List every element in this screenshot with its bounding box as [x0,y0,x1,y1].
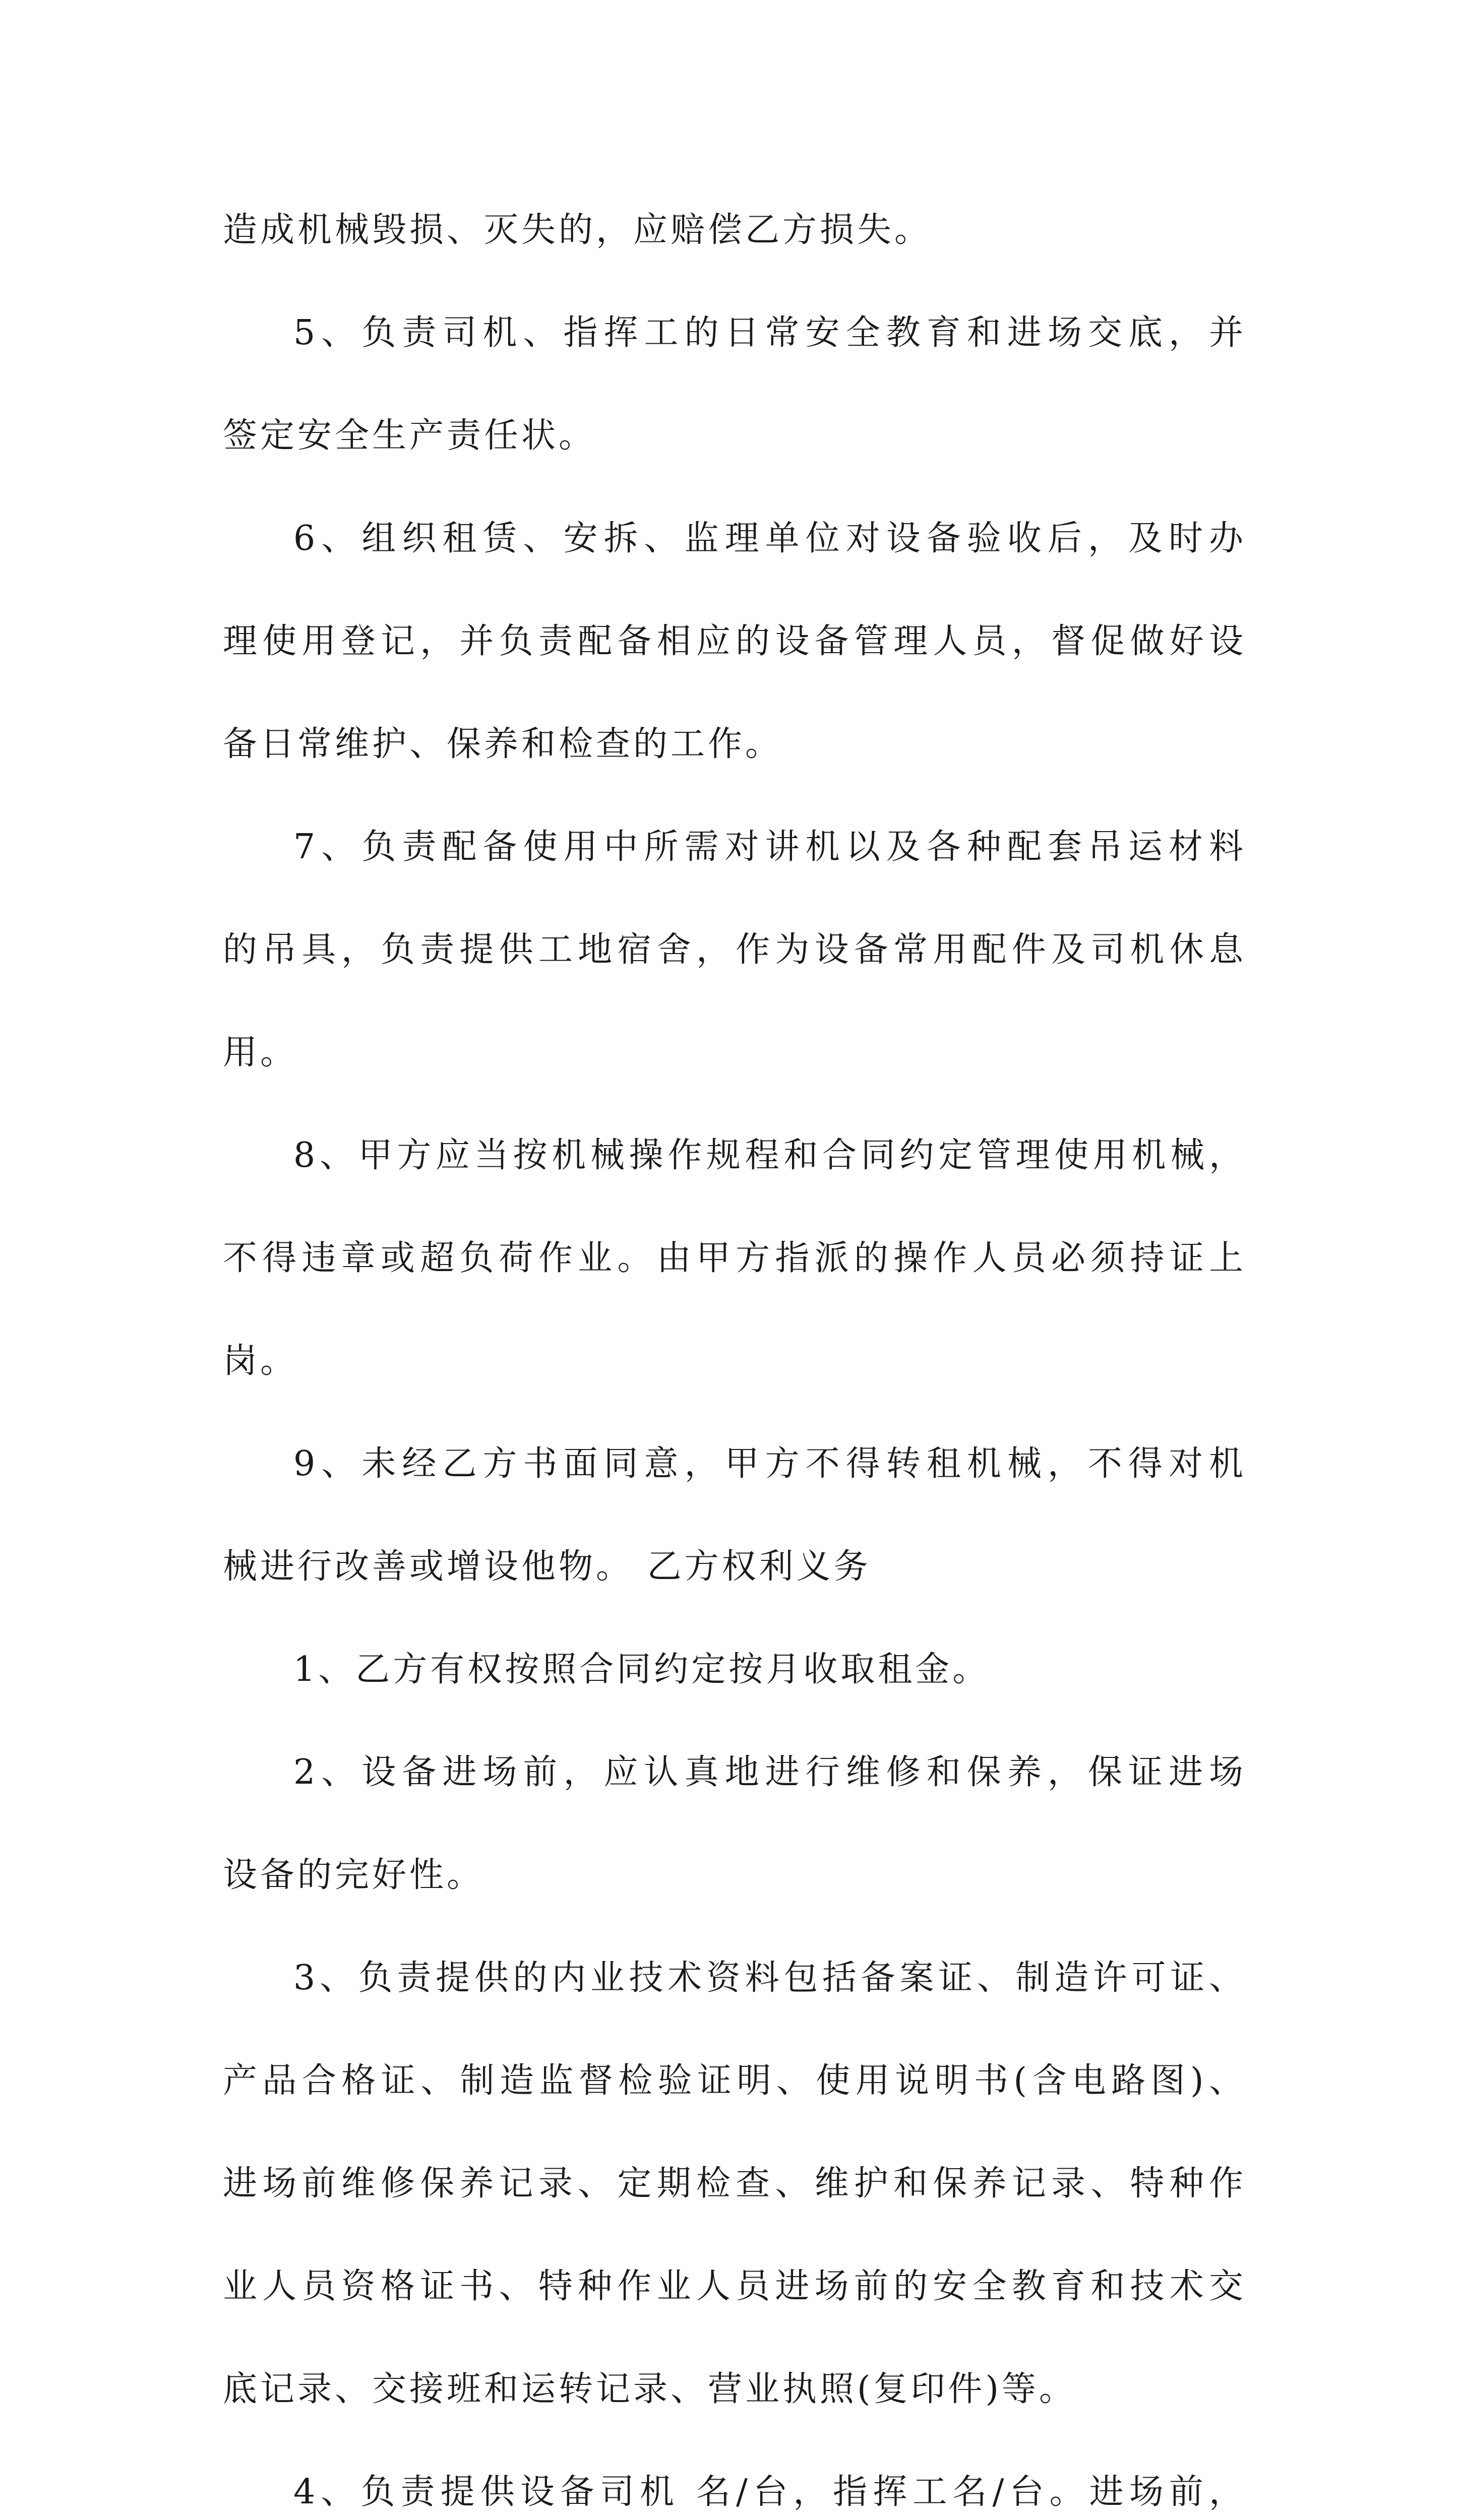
text-line: 械进行改善或增设他物。 乙方权利义务 [223,1547,871,1587]
text-line: 设备的完好性。 [223,1855,484,1895]
text-line: 造成机械毁损、灭失的，应赔偿乙方损失。 [223,210,932,250]
text-line: 7、负责配备使用中所需对讲机以及各种配套吊运材料 [293,827,1246,867]
text-line: 用。 [223,1033,298,1073]
text-line: 的吊具，负责提供工地宿舍，作为设备常用配件及司机休息 [223,930,1246,970]
text-line: 不得违章或超负荷作业。由甲方指派的操作人员必须持证上 [223,1238,1246,1278]
text-line: 底记录、交接班和运转记录、营业执照(复印件)等。 [223,2369,1077,2409]
text-line: 4、负责提供设备司机 名/台，指挥工名/台。进场前， [293,2472,1246,2512]
text-line: 1、乙方有权按照合同约定按月收取租金。 [293,1650,990,1689]
text-line: 岗。 [223,1341,298,1381]
text-line: 业人员资格证书、特种作业人员进场前的安全教育和技术交 [223,2266,1246,2306]
text-line: 9、未经乙方书面同意，甲方不得转租机械，不得对机 [293,1444,1246,1484]
text-line: 6、组织租赁、安拆、监理单位对设备验收后，及时办 [293,519,1246,558]
text-line: 2、设备进场前，应认真地进行维修和保养，保证进场 [293,1752,1246,1792]
text-line: 5、负责司机、指挥工的日常安全教育和进场交底，并 [293,313,1246,353]
text-line: 备日常维护、保养和检查的工作。 [223,724,783,764]
text-line: 签定安全生产责任状。 [223,416,596,456]
text-line: 8、甲方应当按机械操作规程和合同约定管理使用机械， [293,1136,1246,1175]
document-body [223,179,1246,2520]
text-line: 进场前维修保养记录、定期检查、维护和保养记录、特种作 [223,2164,1246,2203]
text-line: 3、负责提供的内业技术资料包括备案证、制造许可证、 [293,1958,1246,1998]
text-line: 产品合格证、制造监督检验证明、使用说明书(含电路图)、 [223,2061,1246,2101]
text-line: 理使用登记，并负责配备相应的设备管理人员，督促做好设 [223,621,1246,661]
